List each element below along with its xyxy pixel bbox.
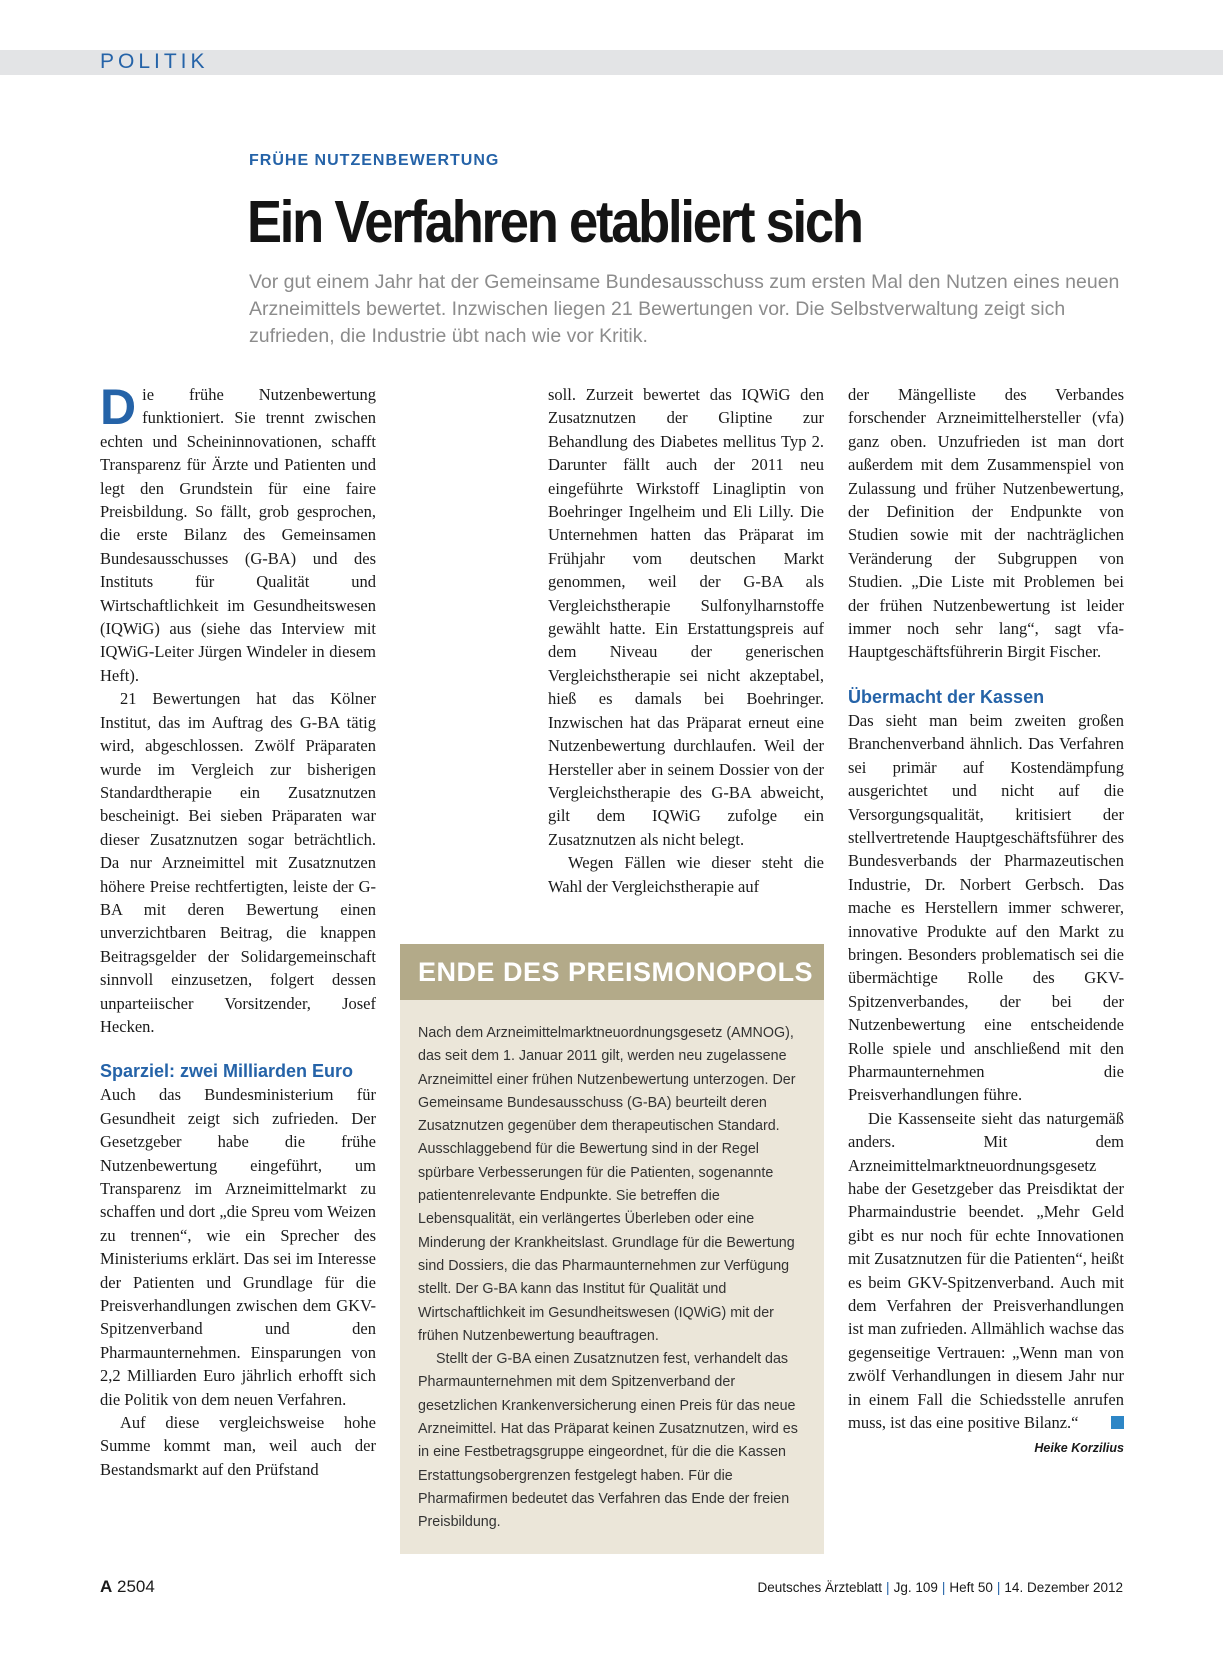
article-paragraph: soll. Zurzeit bewertet das IQWiG den Zusatznutzen der Gliptine zur Behandlung des Diabetes mellitus Typ 2. Darunter fällt auch der 2011 neu eingeführte Wirkstoff Linagliptin von Boehringer Ingelheim und Eli Lilly. Die Unternehmen hatten das Präparat im Frühjahr vom deutschen Markt genommen, weil der G-BA als Vergleichstherapie Sulfonylharnstoffe gewählt hatte. Ein Erstattungspreis auf dem Niveau der generischen Vergleichstherapie sei nicht akzeptabel, hieß es damals bei Boehringer. Inzwischen hat das Präparat erneut eine Nutzenbewertung durchlaufen. Weil der Hersteller aber in seinem Dossier von der Vergleichstherapie des G-BA abweicht, gilt dem IQWiG zufolge ein Zusatznutzen als nicht belegt. (548, 385, 824, 849)
subheading-sparziel: Sparziel: zwei Milliarden Euro (100, 1061, 354, 1082)
separator: | (886, 1580, 890, 1595)
paragraph-text: Die Kassenseite sieht das naturgemäß anders. Mit dem Arzneimittelmarktneuordnungsgesetz habe der Gesetzgeber das Preisdiktat der Pharmaindustrie beendet. „Mehr Geld gibt es nur noch für echte Innovationen mit Zusatznutzen für die Patienten“, heißt es beim GKV-Spitzenverband. Auch mit dem Verfahren der Preisverhandlungen ist man zufrieden. Allmählich wachse das gegenseitige Vertrauen: „Wenn man von zwölf Verhandlungen in diesem Jahr nur in einem Fall die Schiedsstelle anrufen muss, ist das eine positive Bilanz.“ (848, 1108, 1124, 1433)
infobox-paragraph: Stellt der G-BA einen Zusatznutzen fest, verhandelt das Pharmaunternehmen mit dem Spitzenverband der gesetzlichen Krankenversicherung einen Preis für das neue Arzneimittel. Hat das Präparat keinen Zusatznutzen, wird es in eine Festbetragsgruppe eingeordnet, für die die Kassen Erstattungsobergrenzen festgelegt haben. Für die Pharmafirmen bedeutet das Verfahren das Ende der freien Preisbildung. (418, 1351, 798, 1531)
date: 14. Dezember 2012 (1004, 1580, 1123, 1595)
separator: | (996, 1580, 1001, 1595)
article-paragraph: 21 Bewertungen hat das Kölner Institut, das im Auftrag des G-BA tätig wird, abgeschlossen. Zwölf Präparaten wurde im Vergleich zur bisherigen Standardtherapie ein Zusatznutzen bescheinigt. Bei sieben Präparaten war dieser Zusatznutzen sogar beträchtlich. Da nur Arzneimittel mit Zusatznutzen höhere Preise rechtfertigten, leiste der G-BA mit deren Bewertung einen unverzichtbaren Beitrag, die knappen Beitragsgelder der Solidargemeinschaft sinnvoll einzusetzen, folgert dessen unparteiischer Vorsitzender, Josef Hecken. (100, 689, 376, 1036)
paragraph-text: ie frühe Nutzenbewertung funktioniert. Sie trennt zwischen echten und Scheininnovationen, schafft Transparenz für Ärzte und Patienten und legt den Grundstein für eine faire Preisbildung. So fällt, grob gesprochen, die erste Bilanz des Gemeinsamen Bundesausschusses (G-BA) und des Instituts für Qualität und Wirtschaftlichkeit im Gesundheitswesen (IQWiG) aus (siehe das Interview mit IQWiG-Leiter Jürgen Windeler in diesem Heft). (100, 385, 376, 685)
infobox-title: ENDE DES PREISMONOPOLS (400, 944, 824, 1000)
page-letter: A (100, 1577, 113, 1596)
article-column-1 (100, 379, 376, 1481)
infobox-body (400, 1000, 824, 1535)
article-column-3 (848, 383, 1124, 1461)
page-number-value: 2504 (117, 1577, 155, 1596)
article-paragraph: Auf diese vergleichsweise hohe Summe kommt man, weil auch der Bestandsmarkt auf den Prüfstand (100, 1413, 376, 1479)
article-paragraph: Das sieht man beim zweiten großen Branchenverband ähnlich. Das Verfahren sei primär auf Kostendämpfung ausgerichtet und nicht auf die Versorgungsqualität, kritisiert der stellvertretende Hauptgeschäftsführer des Bundesverbands der Pharmazeutischen Industrie, Dr. Norbert Gerbsch. Das mache es Herstellern immer schwerer, innovative Produkte auf den Markt zu bringen. Besonders problematisch sei die übermächtige Rolle des GKV-Spitzenverbandes, der bei der Nutzenbewertung eine entscheidende Rolle spiele und anschließend mit den Pharmaunternehmen die Preisverhandlungen führe. (848, 710, 1124, 1105)
author: Heike Korzilius (1034, 1441, 1124, 1456)
article-paragraph (100, 379, 376, 687)
separator: | (941, 1580, 946, 1595)
article-lead: Vor gut einem Jahr hat der Gemeinsame Bundesausschuss zum ersten Mal den Nutzen eines neuen Arzneimittels bewertet. Inzwischen liegen 21 Bewertungen vor. Die Selbstverwaltung zeigt sich zufrieden, die Industrie übt nach wie vor Kritik. (249, 271, 1120, 347)
article-paragraph (848, 1107, 1124, 1435)
page-number (100, 1577, 155, 1597)
subheading-uebermacht: Übermacht der Kassen (848, 686, 1045, 707)
article-headline: Ein Verfahren etabliert sich (247, 189, 862, 255)
article-kicker: FRÜHE NUTZENBEWERTUNG (249, 152, 500, 169)
section-label: POLITIK (100, 50, 209, 73)
article-paragraph: der Mängelliste des Verbandes forschender Arzneimittelhersteller (vfa) ganz oben. Unzufrieden ist man dort außerdem mit dem Zusammenspiel von Zulassung und früher Nutzenbewertung, der Definition der Endpunkte von Studien sowie mit der nachträglichen Veränderung der Subgruppen von Studien. „Die Liste mit Problemen bei der frühen Nutzenbewertung ist leider immer noch sehr lang“, sagt vfa-Hauptgeschäftsführerin Birgit Fischer. (848, 385, 1124, 662)
article-column-2 (548, 383, 824, 898)
article-paragraph: Wegen Fällen wie dieser steht die Wahl der Vergleichstherapie auf (548, 853, 824, 896)
volume: Jg. 109 (893, 1580, 938, 1595)
journal-name: Deutsches Ärzteblatt (757, 1580, 883, 1595)
infobox-paragraph: Nach dem Arzneimittelmarktneuordnungsgesetz (AMNOG), das seit dem 1. Januar 2011 gilt, werden neu zugelassene Arzneimittel einer frühen Nutzenbewertung unterzogen. Der Gemeinsame Bundesausschuss (G-BA) beurteilt deren Zusatznutzen gegenüber dem therapeutischen Standard. Ausschlaggebend für die Bewertung sind in der Regel spürbare Verbesserungen für die Patienten, sogenannte patientenrelevante Endpunkte. Sie betreffen die Lebensqualität, ein verlängertes Überleben oder eine Minderung der Krankheitslast. Grundlage für die Bewertung sind Dossiers, die das Pharmaunternehmen zur Verfügung stellt. Der G-BA kann das Institut für Qualität und Wirtschaftlichkeit im Gesundheitswesen (IQWiG) mit der frühen Nutzenbewertung beauftragen. (418, 1025, 796, 1344)
issue: Heft 50 (949, 1580, 993, 1595)
end-square-icon (1111, 1416, 1124, 1429)
publication-info (757, 1580, 1123, 1595)
infobox (400, 944, 824, 1554)
drop-cap: D (100, 379, 137, 435)
article-paragraph: Auch das Bundesministerium für Gesundheit zeigt sich zufrieden. Der Gesetzgeber habe die frühe Nutzenbewertung eingeführt, um Transparenz im Arzneimittelmarkt zu schaffen und dort „die Spreu vom Weizen zu trennen“, wie ein Sprecher des Ministeriums erklärt. Das sei im Interesse der Patienten und Grundlage für die Preisverhandlungen zwischen dem GKV-Spitzenverband und den Pharmaunternehmen. Einsparungen von 2,2 Milliarden Euro jährlich erhofft sich die Politik von dem neuen Verfahren. (100, 1085, 376, 1409)
